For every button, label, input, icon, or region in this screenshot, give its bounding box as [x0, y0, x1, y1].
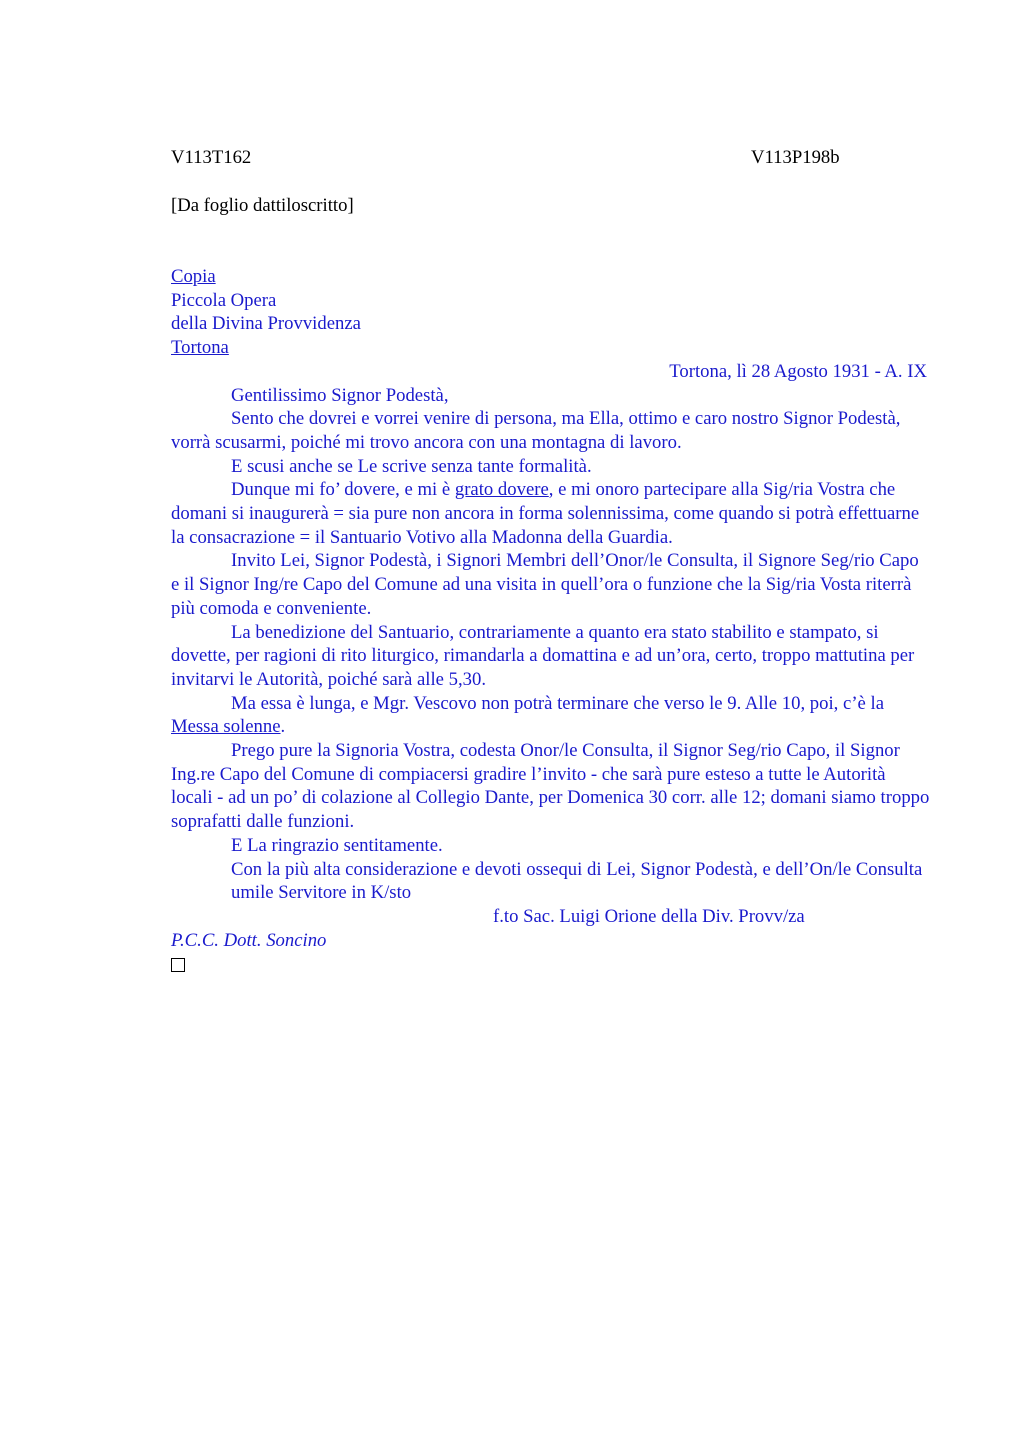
reference-code-left: V113T162	[171, 147, 252, 168]
paragraph-6: Ma essa è lunga, e Mgr. Vescovo non potrà terminare che verso le 9. Alle 10, poi, c’è la Messa solenne.	[171, 692, 885, 738]
paragraph-1: Sento che dovrei e vorrei venire di persona, ma Ella, ottimo e caro nostro Signor Podestà, vorrà scusarmi, poiché mi trovo ancora con una montagna di lavoro.	[171, 408, 901, 453]
closing-line: umile Servitore in K/sto	[231, 882, 412, 904]
paragraph-8: E La ringrazio sentitamente.	[231, 834, 443, 856]
pcc-line: P.C.C. Dott. Soncino	[171, 929, 327, 951]
letter-body	[171, 265, 931, 979]
salutation: Gentilissimo Signor Podestà,	[231, 384, 449, 406]
paragraph-5: La benedizione del Santuario, contrariamente a quanto era stato stabilito e stampato, si dovette, per ragioni di rito liturgico, rimandarla a domattina e ad un’ora, certo, troppo mattutina per invitarvi le Autorità, poiché sarà alle 5,30.	[171, 621, 915, 690]
paragraph-7: Prego pure la Signoria Vostra, codesta Onor/le Consulta, il Signor Seg/rio Capo, il Signor Ing.re Capo del Comune di compiacersi gradire l’invito - che sarà pure esteso a tutte le Autorità locali - ad un po’ di colazione al Collegio Dante, per Domenica 30 corr. alle 12; domani siamo troppo soprafatti dalle funzioni.	[171, 740, 930, 833]
source-note: [Da foglio dattiloscritto]	[171, 195, 354, 216]
underlined-grato-dovere: grato dovere	[454, 479, 549, 501]
signature: f.to Sac. Luigi Orione della Div. Provv/za	[493, 905, 805, 927]
copia-label: Copia	[171, 266, 216, 287]
paragraph-2: E scusi anche se Le scrive senza tante formalità.	[231, 455, 592, 477]
paragraph-3: Dunque mi fo’ dovere, e mi è grato dovere, e mi onoro partecipare alla Sig/ria Vostra che domani si inaugurerà = sia pure non ancora in forma solennissima, come quando si potrà effettuarne la consacrazione = il Santuario Votivo alla Madonna della Guardia.	[171, 479, 920, 548]
paragraph-9: Con la più alta considerazione e devoti ossequi di Lei, Signor Podestà, e dell’On/le Consulta	[231, 858, 923, 880]
reference-code-right: V113P198b	[751, 147, 840, 168]
paragraph-4: Invito Lei, Signor Podestà, i Signori Membri dell’Onor/le Consulta, il Signore Seg/rio Capo e il Signor Ing/re Capo del Comune ad una visita in quell’ora o funzione che la Sig/ria Vosta riterrà più comoda e conveniente.	[171, 550, 919, 619]
date-line: Tortona, lì 28 Agosto 1931 - A. IX	[669, 360, 927, 382]
underlined-messa-solenne: Messa solenne	[171, 716, 281, 738]
end-marker	[171, 952, 931, 979]
letterhead-line-2: della Divina Provvidenza	[171, 313, 361, 335]
letterhead-line-1: Piccola Opera	[171, 289, 277, 311]
square-box-icon	[171, 958, 185, 972]
letterhead-city: Tortona	[171, 337, 229, 359]
